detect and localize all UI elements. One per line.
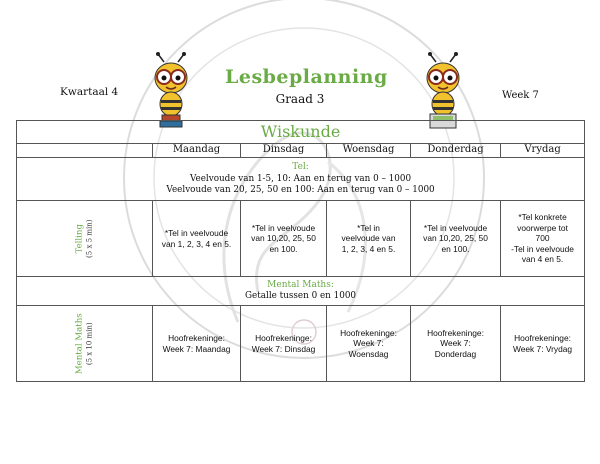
- cell-line: Hoofrekeninge:: [255, 333, 312, 343]
- cell-line: -Tel in veelvoude: [511, 243, 574, 254]
- cell-line: Week 7: Vrydag: [512, 343, 573, 354]
- cell-line: *Tel in veelvoude: [164, 228, 229, 238]
- row-label-title: Telling: [74, 223, 85, 254]
- cell-line: veelvoude van: [341, 233, 396, 244]
- cell-line: *Tel in veelvoude: [251, 222, 316, 233]
- cell-line: van 1, 2, 3, 4 en 5.: [161, 238, 232, 249]
- lesson-plan-table: [16, 120, 585, 382]
- page-title: Lesbeplanning: [225, 66, 388, 88]
- subject-title: Wiskunde: [17, 121, 585, 144]
- cell-line: *Tel in: [357, 222, 380, 233]
- lesson-cell: [241, 201, 327, 277]
- cell-line: *Tel konkrete: [518, 212, 567, 223]
- day-header: Donderdag: [411, 144, 501, 158]
- day-header: Woensdag: [327, 144, 411, 158]
- corner-cell: [17, 144, 153, 158]
- lesson-cell: [241, 306, 327, 382]
- cell-line: *Tel in veelvoude: [423, 222, 488, 233]
- row-label-title: Mental Maths: [74, 313, 85, 374]
- row-label: [17, 306, 153, 382]
- cell-line: van 4 en 5.: [521, 254, 564, 265]
- day-header: Vrydag: [501, 144, 585, 158]
- lesson-cell: [327, 201, 411, 277]
- row-label: [17, 201, 153, 277]
- mental-section: [17, 277, 585, 306]
- cell-line: en 100.: [441, 243, 470, 254]
- lesson-cell: [501, 306, 585, 382]
- cell-line: van 10,20, 25, 50: [251, 233, 316, 244]
- day-header: Maandag: [153, 144, 241, 158]
- cell-line: Week 7: Dinsdag: [251, 343, 316, 354]
- lesson-cell: [411, 306, 501, 382]
- term-label: Kwartaal 4: [60, 86, 119, 98]
- cell-line: en 100.: [269, 243, 298, 254]
- days-header-row: [17, 144, 585, 158]
- cell-line: 1, 2, 3, 4 en 5.: [341, 243, 396, 254]
- cell-line: Hoofrekeninge:: [168, 333, 225, 343]
- lesson-cell: [153, 201, 241, 277]
- cell-line: Week 7:: [440, 338, 471, 349]
- cell-line: Hoofrekeninge:: [427, 327, 484, 338]
- cell-line: Week 7:: [353, 338, 384, 349]
- cell-line: van 10,20, 25, 50: [423, 233, 488, 244]
- row-label-sub: (5 x 10 min): [85, 322, 94, 365]
- section-line: Veelvoude van 1-5, 10: Aan en terug van 0 – 1000: [189, 173, 412, 184]
- cell-line: Hoofrekeninge:: [340, 327, 397, 338]
- cell-line: Woensdag: [348, 348, 389, 359]
- lesson-cell: [153, 306, 241, 382]
- tel-section: [17, 158, 585, 201]
- lesson-cell: [501, 201, 585, 277]
- cell-line: 700: [535, 233, 550, 244]
- row-label-sub: (5 x 5 min): [85, 219, 94, 258]
- cell-line: Donderdag: [434, 348, 477, 359]
- section-line: Getalle tussen 0 en 1000: [245, 291, 357, 302]
- day-header: Dinsdag: [241, 144, 327, 158]
- section-title: Tel:: [292, 162, 309, 173]
- section-line: Veelvoude van 20, 25, 50 en 100: Aan en terug van 0 – 1000: [166, 184, 435, 195]
- lesson-cell: [327, 306, 411, 382]
- cell-line: voorwerpe tot: [517, 222, 568, 233]
- lesson-cell: [411, 201, 501, 277]
- cell-line: Week 7: Maandag: [162, 343, 231, 354]
- telling-row: [17, 201, 585, 277]
- cell-line: Hoofrekeninge:: [514, 333, 571, 343]
- week-label: Week 7: [502, 90, 539, 101]
- section-title: Mental Maths:: [267, 279, 334, 290]
- mental-row: [17, 306, 585, 382]
- grade-label: Graad 3: [275, 92, 325, 106]
